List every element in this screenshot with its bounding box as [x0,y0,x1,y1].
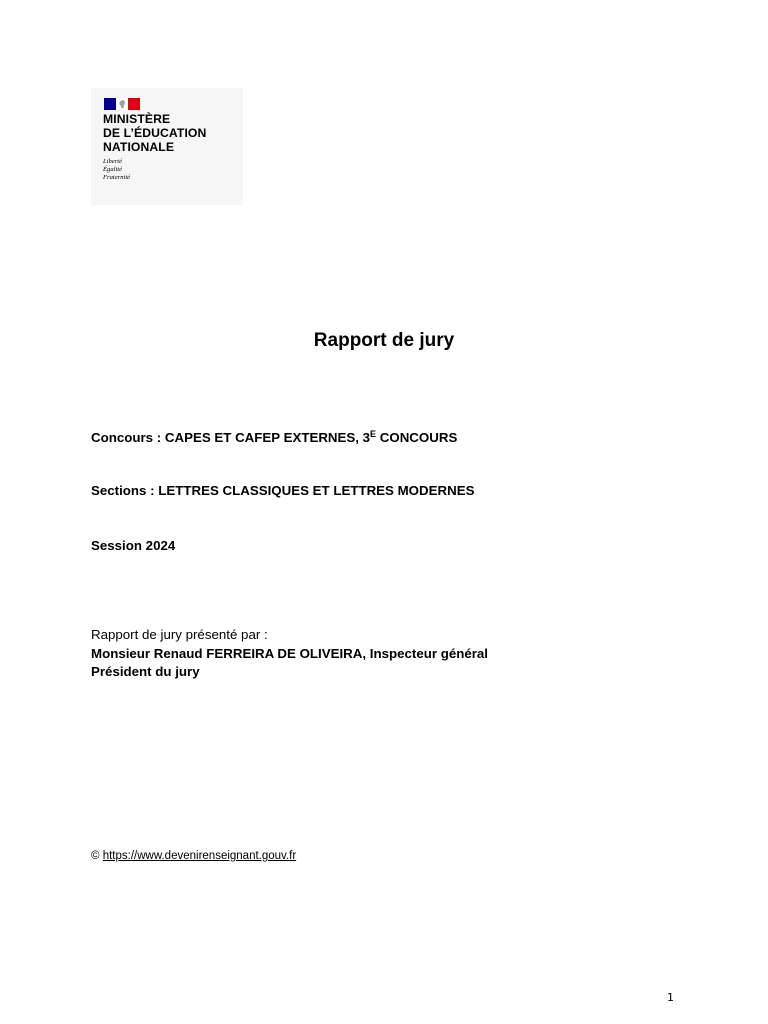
ministry-logo [91,88,243,205]
motto-fraternite: Fraternité [103,174,131,181]
presented-by-line: Rapport de jury présenté par : [91,627,268,642]
session-line: Session 2024 [91,538,176,553]
ministry-name [103,112,206,154]
concours-tail: CONCOURS [376,430,458,445]
republic-motto [103,158,130,182]
document-title: Rapport de jury [313,330,455,351]
motto-liberte: Liberté [103,158,123,165]
copyright-symbol: © [91,850,100,862]
marianne-icon [118,99,126,109]
ministry-line-2: DE L’ÉDUCATION [103,126,207,140]
french-flag-icon [104,98,140,110]
copyright-line [91,850,296,862]
sections-line: Sections : LETTRES CLASSIQUES ET LETTRES MODERNES [91,483,475,498]
presenter-line: Monsieur Renaud FERREIRA DE OLIVEIRA, Inspecteur général [91,646,489,661]
jury-role-line: Président du jury [91,664,200,679]
concours-line [91,429,457,445]
ministry-line-3: NATIONALE [103,140,175,154]
motto-egalite: Égalité [103,166,123,173]
concours-label: Concours : CAPES ET CAFEP EXTERNES, 3 [91,430,371,445]
ministry-line-1: MINISTÈRE [103,112,171,126]
devenirenseignant-link[interactable]: https://www.devenirenseignant.gouv.fr [102,850,297,862]
page-number: 1 [667,991,674,1004]
concours-superscript: E [370,429,377,439]
